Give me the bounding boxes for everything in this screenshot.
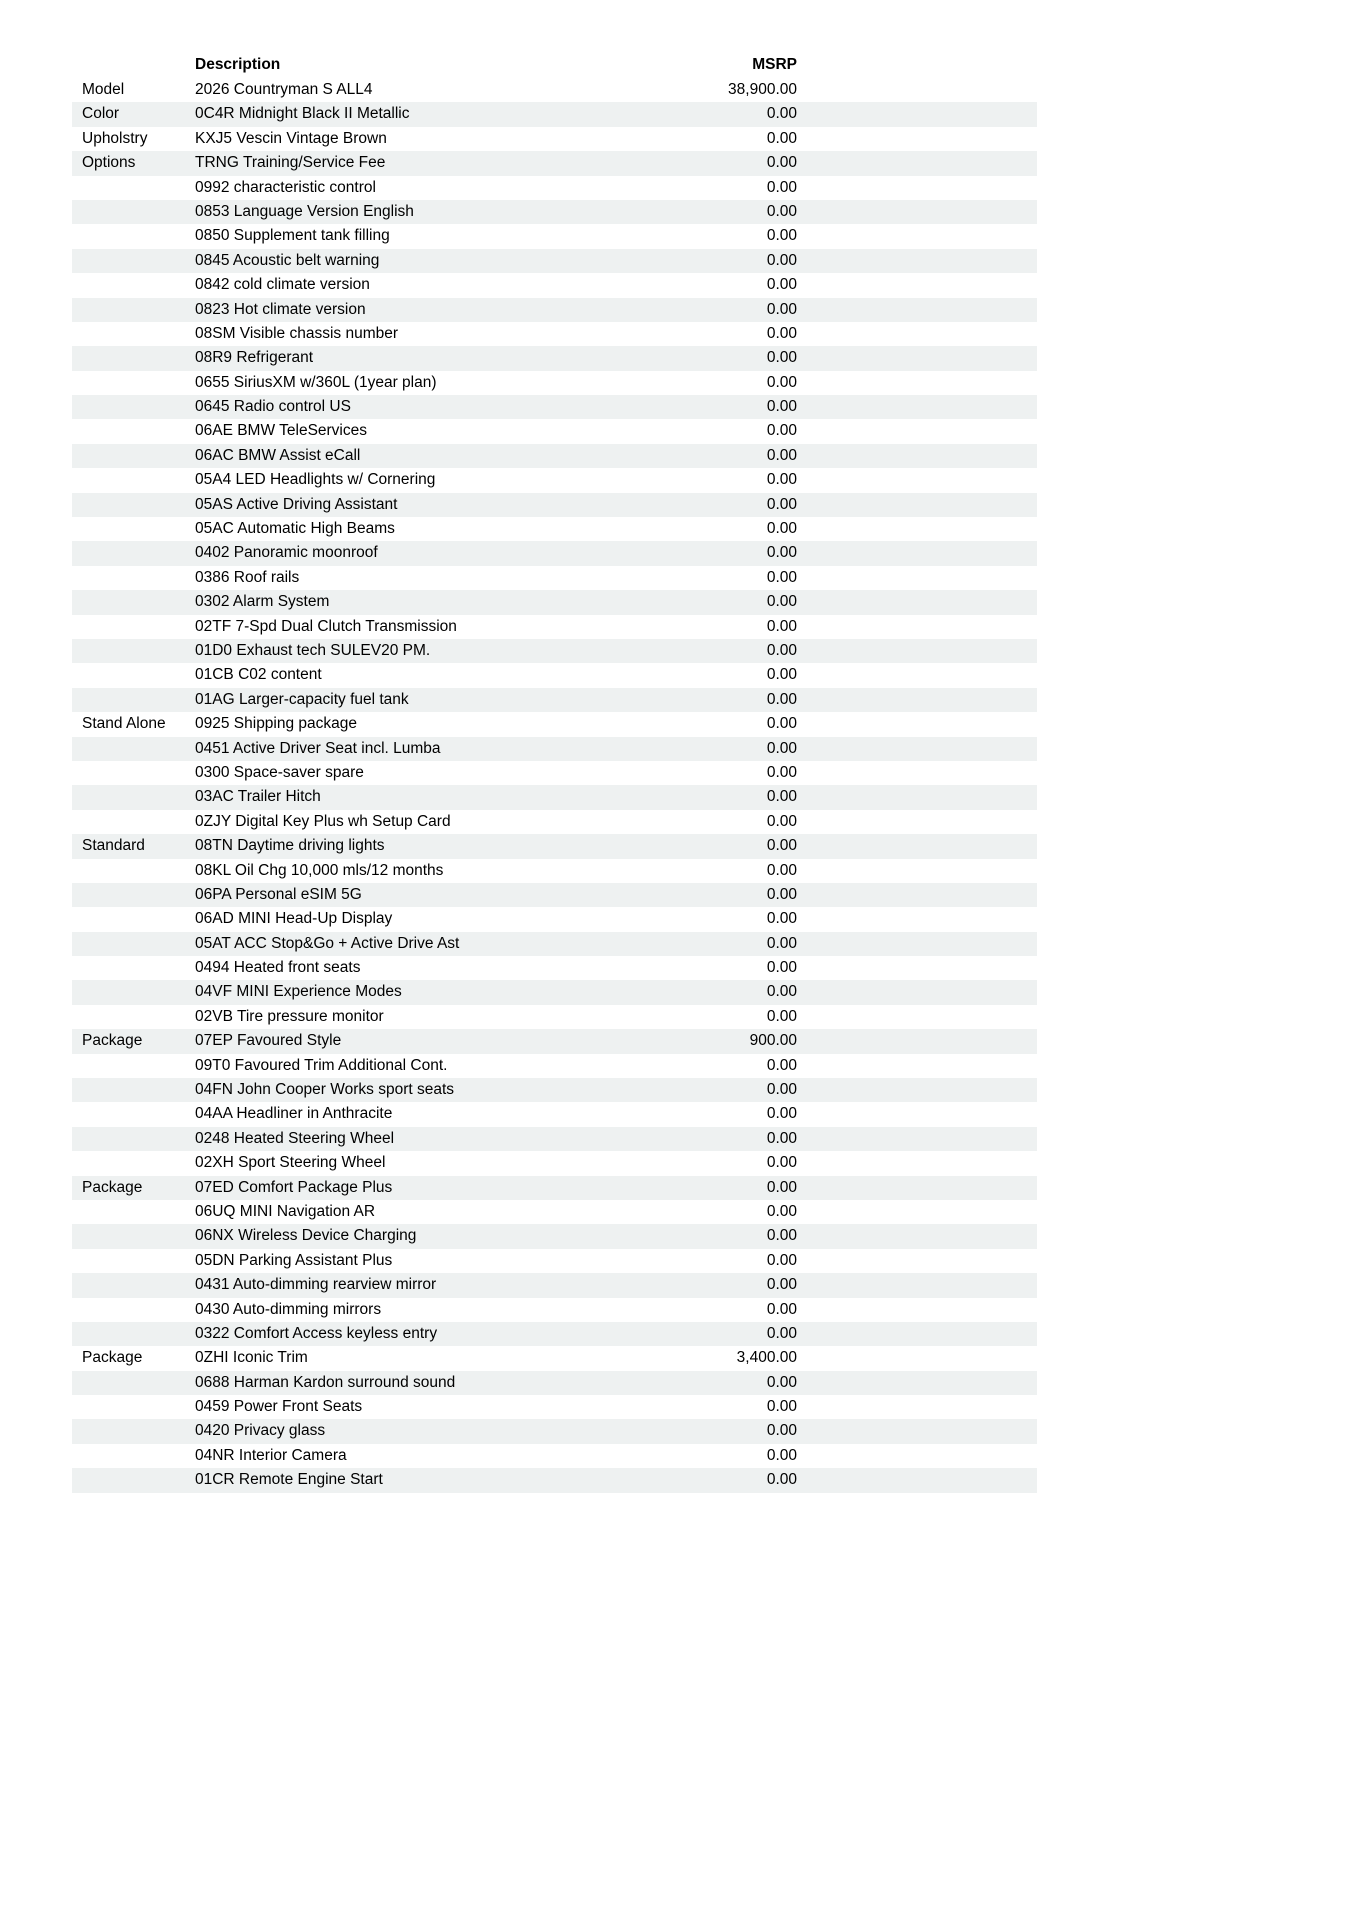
row-category xyxy=(72,810,195,834)
row-msrp: 0.00 xyxy=(766,1202,797,1220)
row-description: 02VB Tire pressure monitor xyxy=(195,1007,384,1025)
row-spacer xyxy=(797,712,1037,736)
row-category xyxy=(72,517,195,541)
row-description: 01CR Remote Engine Start xyxy=(195,1471,383,1489)
table-row xyxy=(72,883,1037,907)
table-row xyxy=(72,810,1037,834)
row-category xyxy=(72,615,195,639)
row-category xyxy=(72,1102,195,1126)
row-description: 0ZHI Iconic Trim xyxy=(195,1349,308,1367)
row-msrp: 0.00 xyxy=(766,959,797,977)
row-category xyxy=(72,273,195,297)
row-spacer xyxy=(797,1371,1037,1395)
row-description: 05AC Automatic High Beams xyxy=(195,520,395,538)
row-spacer xyxy=(797,663,1037,687)
row-description: 0853 Language Version English xyxy=(195,202,414,220)
row-description: 0850 Supplement tank filling xyxy=(195,227,390,245)
table-row xyxy=(72,541,1037,565)
table-row xyxy=(72,517,1037,541)
row-spacer xyxy=(797,127,1037,151)
row-category xyxy=(72,956,195,980)
row-spacer xyxy=(797,1249,1037,1273)
row-spacer xyxy=(797,639,1037,663)
row-category xyxy=(72,639,195,663)
row-spacer xyxy=(797,1151,1037,1175)
row-description: 0842 cold climate version xyxy=(195,276,370,294)
row-description: 02TF 7-Spd Dual Clutch Transmission xyxy=(195,617,457,635)
table-row xyxy=(72,956,1037,980)
row-description: 05AT ACC Stop&Go + Active Drive Ast xyxy=(195,934,460,952)
row-category xyxy=(72,688,195,712)
row-spacer xyxy=(797,566,1037,590)
row-category xyxy=(72,468,195,492)
row-msrp: 0.00 xyxy=(766,690,797,708)
row-category xyxy=(72,1005,195,1029)
row-msrp: 0.00 xyxy=(766,178,797,196)
row-msrp: 0.00 xyxy=(766,373,797,391)
row-description: 0925 Shipping package xyxy=(195,715,358,733)
row-spacer xyxy=(797,1468,1037,1492)
row-msrp: 0.00 xyxy=(766,617,797,635)
table-row xyxy=(72,932,1037,956)
row-category xyxy=(72,1395,195,1419)
row-spacer xyxy=(797,1322,1037,1346)
row-msrp: 0.00 xyxy=(766,495,797,513)
row-category: Upholstry xyxy=(82,129,148,147)
row-msrp: 0.00 xyxy=(766,1178,797,1196)
row-category: Package xyxy=(82,1178,143,1196)
row-category xyxy=(72,907,195,931)
row-msrp: 38,900.00 xyxy=(728,81,797,98)
row-category xyxy=(72,590,195,614)
row-spacer xyxy=(797,1273,1037,1297)
row-msrp: 0.00 xyxy=(766,885,797,903)
row-spacer xyxy=(797,932,1037,956)
row-description: 0992 characteristic control xyxy=(195,178,376,196)
table-row xyxy=(72,1200,1037,1224)
row-msrp: 0.00 xyxy=(766,568,797,586)
row-category xyxy=(72,761,195,785)
row-msrp: 0.00 xyxy=(766,1154,797,1172)
row-category xyxy=(72,1078,195,1102)
row-spacer xyxy=(797,590,1037,614)
row-description: 0823 Hot climate version xyxy=(195,300,366,318)
row-msrp: 0.00 xyxy=(766,641,797,659)
header-spacer-cell xyxy=(797,52,1037,78)
row-msrp: 0.00 xyxy=(766,105,797,123)
row-spacer xyxy=(797,493,1037,517)
table-row xyxy=(72,737,1037,761)
row-description: 05A4 LED Headlights w/ Cornering xyxy=(195,471,436,489)
table-row xyxy=(72,1102,1037,1126)
table-row xyxy=(72,688,1037,712)
row-description: 06AC BMW Assist eCall xyxy=(195,446,361,464)
table-row xyxy=(72,1249,1037,1273)
vehicle-pricing-table xyxy=(72,52,1037,1493)
row-msrp: 0.00 xyxy=(766,1105,797,1123)
row-category xyxy=(72,1200,195,1224)
row-spacer xyxy=(797,419,1037,443)
row-description: 08KL Oil Chg 10,000 mls/12 months xyxy=(195,861,444,879)
row-spacer xyxy=(797,615,1037,639)
row-description: 03AC Trailer Hitch xyxy=(195,788,321,806)
row-msrp: 0.00 xyxy=(766,1276,797,1294)
row-spacer xyxy=(797,102,1037,126)
row-spacer xyxy=(797,1054,1037,1078)
row-category xyxy=(72,1249,195,1273)
table-row xyxy=(72,712,1037,736)
row-category xyxy=(72,785,195,809)
table-row xyxy=(72,834,1037,858)
row-description: 08R9 Refrigerant xyxy=(195,349,314,367)
row-description: 06PA Personal eSIM 5G xyxy=(195,885,362,903)
row-msrp: 0.00 xyxy=(766,276,797,294)
table-row xyxy=(72,859,1037,883)
row-spacer xyxy=(797,1346,1037,1370)
table-row xyxy=(72,371,1037,395)
row-description: 0300 Space-saver spare xyxy=(195,763,364,781)
table-header-row xyxy=(72,52,1037,78)
row-category xyxy=(72,566,195,590)
row-description: 06AE BMW TeleServices xyxy=(195,422,367,440)
row-spacer xyxy=(797,444,1037,468)
row-msrp: 900.00 xyxy=(749,1032,797,1050)
row-spacer xyxy=(797,298,1037,322)
table-row xyxy=(72,639,1037,663)
table-row xyxy=(72,1322,1037,1346)
row-category xyxy=(72,1419,195,1443)
table-row xyxy=(72,1005,1037,1029)
row-msrp: 0.00 xyxy=(766,300,797,318)
row-description: 0459 Power Front Seats xyxy=(195,1398,363,1416)
row-description: 0645 Radio control US xyxy=(195,398,351,416)
table-row xyxy=(72,444,1037,468)
row-spacer xyxy=(797,322,1037,346)
row-msrp: 0.00 xyxy=(766,1422,797,1440)
table-row xyxy=(72,1273,1037,1297)
row-spacer xyxy=(797,737,1037,761)
row-description: 0ZJY Digital Key Plus wh Setup Card xyxy=(195,812,451,830)
row-spacer xyxy=(797,224,1037,248)
row-spacer xyxy=(797,249,1037,273)
row-msrp: 0.00 xyxy=(766,1007,797,1025)
row-msrp: 0.00 xyxy=(766,861,797,879)
row-spacer xyxy=(797,1176,1037,1200)
table-row xyxy=(72,102,1037,126)
row-spacer xyxy=(797,1078,1037,1102)
row-msrp: 0.00 xyxy=(766,251,797,269)
row-category xyxy=(72,371,195,395)
table-row xyxy=(72,346,1037,370)
row-spacer xyxy=(797,395,1037,419)
row-spacer xyxy=(797,1200,1037,1224)
row-msrp: 0.00 xyxy=(766,154,797,172)
row-description: 0420 Privacy glass xyxy=(195,1422,326,1440)
row-category xyxy=(72,444,195,468)
row-category xyxy=(72,419,195,443)
table-row xyxy=(72,468,1037,492)
table-row xyxy=(72,322,1037,346)
row-msrp: 0.00 xyxy=(766,471,797,489)
row-category xyxy=(72,493,195,517)
row-msrp: 0.00 xyxy=(766,666,797,684)
row-spacer xyxy=(797,956,1037,980)
row-description: 0386 Roof rails xyxy=(195,568,300,586)
row-description: 06NX Wireless Device Charging xyxy=(195,1227,417,1245)
row-msrp: 0.00 xyxy=(766,129,797,147)
row-msrp: 0.00 xyxy=(766,1398,797,1416)
row-msrp: 0.00 xyxy=(766,910,797,928)
row-msrp: 0.00 xyxy=(766,202,797,220)
row-category: Package xyxy=(82,1032,143,1050)
table-row xyxy=(72,615,1037,639)
table-row xyxy=(72,663,1037,687)
row-msrp: 3,400.00 xyxy=(736,1349,797,1367)
row-category xyxy=(72,1468,195,1492)
row-description: KXJ5 Vescin Vintage Brown xyxy=(195,129,387,147)
row-description: 08SM Visible chassis number xyxy=(195,324,399,342)
table-row xyxy=(72,1224,1037,1248)
table-row xyxy=(72,1468,1037,1492)
table-row xyxy=(72,1127,1037,1151)
table-row xyxy=(72,395,1037,419)
row-spacer xyxy=(797,785,1037,809)
table-row xyxy=(72,249,1037,273)
row-description: 0431 Auto-dimming rearview mirror xyxy=(195,1276,437,1294)
row-msrp: 0.00 xyxy=(766,520,797,538)
row-description: 0302 Alarm System xyxy=(195,593,330,611)
row-description: 0248 Heated Steering Wheel xyxy=(195,1129,395,1147)
table-row xyxy=(72,761,1037,785)
row-msrp: 0.00 xyxy=(766,1129,797,1147)
row-msrp: 0.00 xyxy=(766,544,797,562)
table-row xyxy=(72,1176,1037,1200)
row-spacer xyxy=(797,1395,1037,1419)
table-row xyxy=(72,200,1037,224)
row-description: 0402 Panoramic moonroof xyxy=(195,544,378,562)
row-category xyxy=(72,1127,195,1151)
row-msrp: 0.00 xyxy=(766,788,797,806)
table-row xyxy=(72,1298,1037,1322)
table-row xyxy=(72,151,1037,175)
row-category xyxy=(72,1151,195,1175)
row-description: 05AS Active Driving Assistant xyxy=(195,495,398,513)
row-category xyxy=(72,298,195,322)
row-description: TRNG Training/Service Fee xyxy=(195,154,386,172)
row-msrp: 0.00 xyxy=(766,1471,797,1489)
table-row xyxy=(72,1151,1037,1175)
row-spacer xyxy=(797,1419,1037,1443)
row-category: Color xyxy=(82,105,120,123)
row-category xyxy=(72,1054,195,1078)
row-description: 05DN Parking Assistant Plus xyxy=(195,1251,393,1269)
header-category-cell xyxy=(72,52,195,78)
row-msrp: 0.00 xyxy=(766,763,797,781)
table-row xyxy=(72,298,1037,322)
row-msrp: 0.00 xyxy=(766,1373,797,1391)
table-row xyxy=(72,419,1037,443)
row-category xyxy=(72,541,195,565)
header-msrp-cell: MSRP xyxy=(752,56,797,73)
table-row xyxy=(72,1346,1037,1370)
row-description: 0430 Auto-dimming mirrors xyxy=(195,1300,382,1318)
table-row xyxy=(72,273,1037,297)
row-spacer xyxy=(797,1444,1037,1468)
row-description: 0655 SiriusXM w/360L (1year plan) xyxy=(195,373,437,391)
row-description: 01D0 Exhaust tech SULEV20 PM. xyxy=(195,641,431,659)
table-row xyxy=(72,1029,1037,1053)
row-description: 07ED Comfort Package Plus xyxy=(195,1178,393,1196)
row-msrp: 0.00 xyxy=(766,1300,797,1318)
table-row xyxy=(72,1078,1037,1102)
row-spacer xyxy=(797,1127,1037,1151)
row-msrp: 0.00 xyxy=(766,349,797,367)
row-description: 0494 Heated front seats xyxy=(195,959,361,977)
row-spacer xyxy=(797,1298,1037,1322)
row-category xyxy=(72,859,195,883)
row-spacer xyxy=(797,907,1037,931)
row-description: 04NR Interior Camera xyxy=(195,1446,347,1464)
row-description: 01AG Larger-capacity fuel tank xyxy=(195,690,409,708)
row-msrp: 0.00 xyxy=(766,422,797,440)
row-spacer xyxy=(797,761,1037,785)
row-category xyxy=(72,663,195,687)
row-msrp: 0.00 xyxy=(766,934,797,952)
row-msrp: 0.00 xyxy=(766,739,797,757)
row-msrp: 0.00 xyxy=(766,398,797,416)
table-row xyxy=(72,78,1037,102)
table-row xyxy=(72,907,1037,931)
row-category xyxy=(72,322,195,346)
table-row xyxy=(72,1419,1037,1443)
row-description: 0C4R Midnight Black II Metallic xyxy=(195,105,410,123)
table-row xyxy=(72,1371,1037,1395)
row-msrp: 0.00 xyxy=(766,324,797,342)
row-description: 2026 Countryman S ALL4 xyxy=(195,81,373,98)
row-spacer xyxy=(797,834,1037,858)
row-description: 0451 Active Driver Seat incl. Lumba xyxy=(195,739,441,757)
table-row xyxy=(72,1444,1037,1468)
row-category xyxy=(72,883,195,907)
row-description: 04FN John Cooper Works sport seats xyxy=(195,1081,455,1099)
table-row xyxy=(72,1054,1037,1078)
row-spacer xyxy=(797,371,1037,395)
row-spacer xyxy=(797,883,1037,907)
row-spacer xyxy=(797,1224,1037,1248)
row-description: 06AD MINI Head-Up Display xyxy=(195,910,393,928)
row-msrp: 0.00 xyxy=(766,1081,797,1099)
row-spacer xyxy=(797,688,1037,712)
row-category xyxy=(72,224,195,248)
row-spacer xyxy=(797,810,1037,834)
row-spacer xyxy=(797,859,1037,883)
row-category xyxy=(72,980,195,1004)
row-category xyxy=(72,932,195,956)
table-row xyxy=(72,590,1037,614)
row-spacer xyxy=(797,1005,1037,1029)
row-msrp: 0.00 xyxy=(766,837,797,855)
row-spacer xyxy=(797,273,1037,297)
row-msrp: 0.00 xyxy=(766,1251,797,1269)
row-category xyxy=(72,1371,195,1395)
row-spacer xyxy=(797,151,1037,175)
row-spacer xyxy=(797,200,1037,224)
row-spacer xyxy=(797,176,1037,200)
row-description: 04VF MINI Experience Modes xyxy=(195,983,402,1001)
row-description: 07EP Favoured Style xyxy=(195,1032,342,1050)
row-msrp: 0.00 xyxy=(766,1446,797,1464)
row-category xyxy=(72,200,195,224)
table-row xyxy=(72,785,1037,809)
table-row xyxy=(72,566,1037,590)
row-spacer xyxy=(797,517,1037,541)
row-category xyxy=(72,346,195,370)
table-row xyxy=(72,176,1037,200)
row-description: 0688 Harman Kardon surround sound xyxy=(195,1373,456,1391)
table-row xyxy=(72,224,1037,248)
row-category: Model xyxy=(82,81,125,98)
row-description: 06UQ MINI Navigation AR xyxy=(195,1202,376,1220)
header-description-cell: Description xyxy=(195,56,281,73)
row-msrp: 0.00 xyxy=(766,715,797,733)
row-spacer xyxy=(797,468,1037,492)
row-category xyxy=(72,737,195,761)
row-description: 04AA Headliner in Anthracite xyxy=(195,1105,393,1123)
table-row xyxy=(72,1395,1037,1419)
table-row xyxy=(72,493,1037,517)
table-body xyxy=(72,78,1037,1493)
row-description: 08TN Daytime driving lights xyxy=(195,837,385,855)
row-spacer xyxy=(797,1102,1037,1126)
row-msrp: 0.00 xyxy=(766,983,797,1001)
row-spacer xyxy=(797,980,1037,1004)
row-description: 0845 Acoustic belt warning xyxy=(195,251,380,269)
row-category xyxy=(72,1298,195,1322)
row-msrp: 0.00 xyxy=(766,446,797,464)
row-spacer xyxy=(797,346,1037,370)
table-row xyxy=(72,980,1037,1004)
row-category xyxy=(72,395,195,419)
row-description: 01CB C02 content xyxy=(195,666,322,684)
row-category xyxy=(72,1322,195,1346)
row-category: Package xyxy=(82,1349,143,1367)
row-msrp: 0.00 xyxy=(766,227,797,245)
row-category: Stand Alone xyxy=(82,715,166,733)
row-category xyxy=(72,249,195,273)
table-row xyxy=(72,127,1037,151)
row-category xyxy=(72,1273,195,1297)
row-msrp: 0.00 xyxy=(766,1227,797,1245)
row-category xyxy=(72,1444,195,1468)
row-msrp: 0.00 xyxy=(766,812,797,830)
row-msrp: 0.00 xyxy=(766,593,797,611)
row-description: 0322 Comfort Access keyless entry xyxy=(195,1324,438,1342)
row-category: Standard xyxy=(82,837,145,855)
row-spacer xyxy=(797,78,1037,102)
row-category xyxy=(72,1224,195,1248)
row-msrp: 0.00 xyxy=(766,1056,797,1074)
row-category xyxy=(72,176,195,200)
row-description: 02XH Sport Steering Wheel xyxy=(195,1154,386,1172)
row-msrp: 0.00 xyxy=(766,1324,797,1342)
row-spacer xyxy=(797,541,1037,565)
row-spacer xyxy=(797,1029,1037,1053)
row-description: 09T0 Favoured Trim Additional Cont. xyxy=(195,1056,448,1074)
row-category: Options xyxy=(82,154,136,172)
